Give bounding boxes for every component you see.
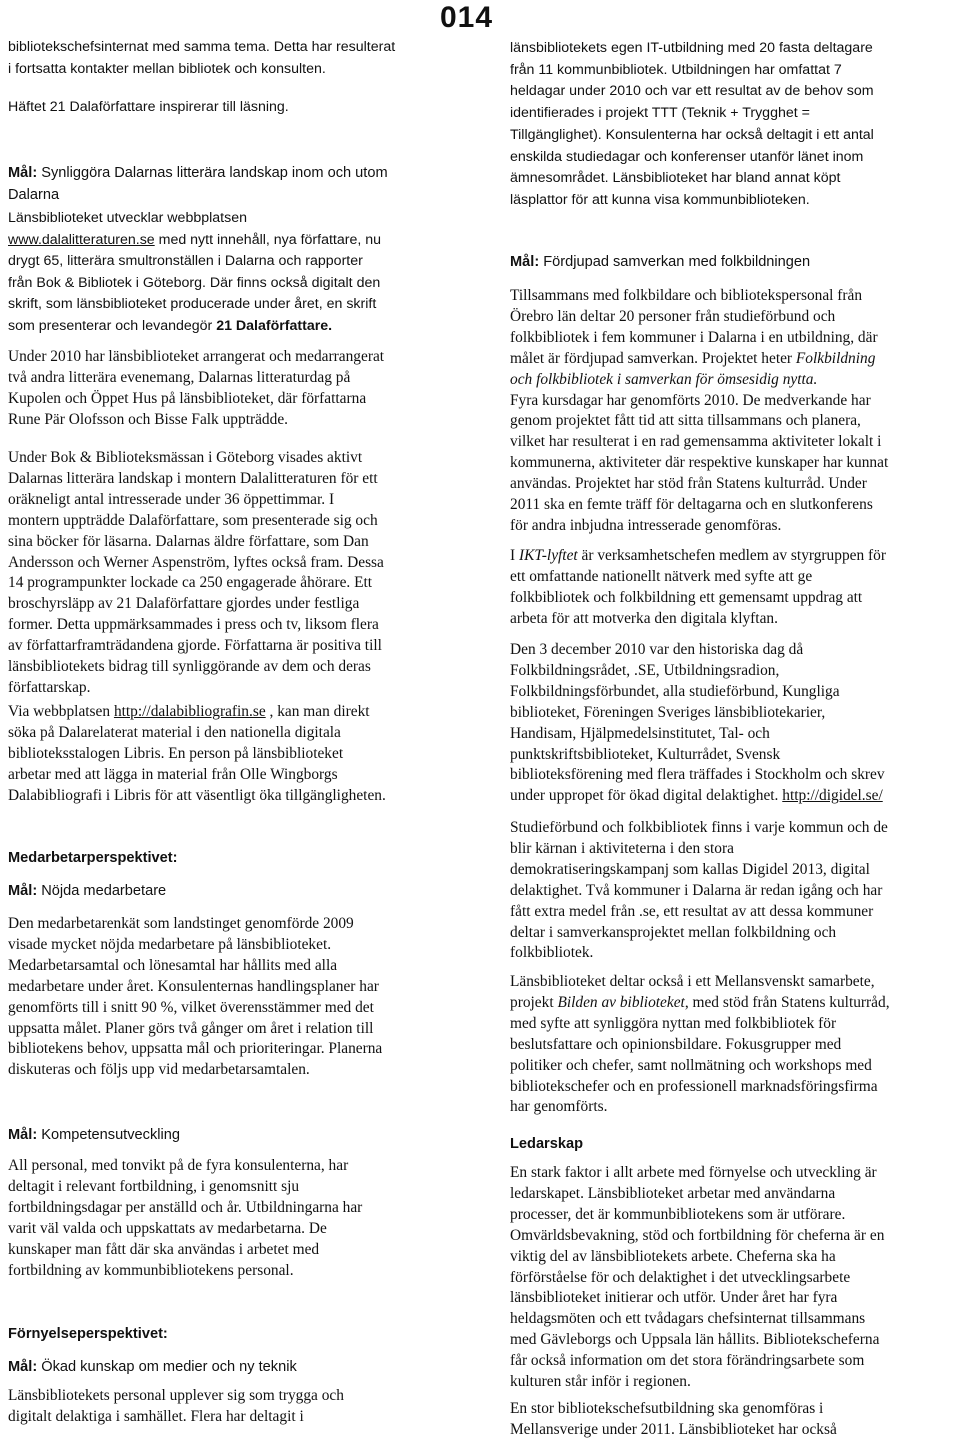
text-fragment: under uppropet för ökad digital delaktighet. <box>510 787 783 805</box>
text-line: Länsbiblioteket deltar också i ett Mellansvenskt samarbete, <box>510 973 875 990</box>
text-line: Under Bok & Biblioteksmässan i Göteborg visades aktivt <box>8 449 363 466</box>
text-line: länsbibliotekets egen IT-utbildning med 20 fasta deltagare <box>510 40 873 56</box>
text-fragment: , kan man direkt <box>265 703 370 720</box>
text-fragment: projekt <box>510 993 558 1011</box>
text-line: Rune Pär Olofsson och Bisse Falk uppträdde. <box>8 410 288 428</box>
text-line: med syfte att synliggöra nyttan med folkbibliotek för <box>510 1014 837 1032</box>
text-line: En stor bibliotekschefsutbildning ska genomföras i <box>510 1400 824 1417</box>
text-line: läsplattor för att kunna visa kommunbiblioteken. <box>510 191 810 208</box>
goal-text: Synliggöra Dalarnas litterära landskap inom och utom <box>37 165 388 181</box>
text-line: 14 programpunkter lockade ca 250 engagerade åhörare. Ett <box>8 574 373 592</box>
text-line: bibliotekens behov, uppsatta mål och prioriteringar. Planerna <box>8 1040 383 1058</box>
it-utbildning-paragraph <box>510 38 874 212</box>
text-line: kunskaper man fått där ska användas i arbetet med <box>8 1240 320 1258</box>
text-line: deltar i samverkansprojektet mellan folkbildning och <box>510 923 837 941</box>
dalabibliografin-link[interactable]: http://dalabibliografin.se <box>113 703 266 720</box>
text-fragment: från Bok & Bibliotek i Göteborg. <box>8 274 206 291</box>
text-line: fortbildning av kommunbibliotekens personal. <box>8 1261 294 1279</box>
digidel-link[interactable]: http://digidel.se/ <box>782 787 883 805</box>
goal-text: Kompetensutveckling <box>37 1127 180 1143</box>
text-line: har genomförts. <box>510 1098 608 1116</box>
text-line: uppsatta målet. Planer görs två gånger om året i relation till <box>8 1019 374 1037</box>
text-fragment: Där finns också digitalt den <box>205 274 381 291</box>
text-line: Andersson och Werner Aspenström, lyftes också fram. Dessa <box>8 553 384 571</box>
project-title: och folkbibliotek i samverkan för ömsesidig nytta. <box>510 370 818 388</box>
text-line: identifierades i projekt TTT (Teknik + Trygghet = <box>510 105 810 122</box>
text-line: folkbibliotek. <box>510 944 594 962</box>
text-line: heldagsmöten och ett tvådagars chefsinternat tillsammans <box>510 1310 866 1328</box>
text-line: från 11 kommunbibliotek. Utbildningen har omfattat 7 <box>510 61 842 78</box>
text-line: punktskriftsbiblioteket, Kulturrådet, Svensk <box>510 745 781 763</box>
section-heading: Förnyelseperspektivet: <box>8 1326 168 1342</box>
text-line: viktig del av länsbibliotekets arbete. Cheferna ska ha <box>510 1247 836 1265</box>
text-line: arbetar med att lägga in material från Olle Wingborgs <box>8 765 338 783</box>
text-line: genom projektet fått tid att sitta tillsammans och planera, <box>510 412 861 430</box>
text-line: med Gävleborgs och Uppsala län hållits. Bibliotekscheferna <box>510 1331 880 1349</box>
text-line: arbeta för att motverka den digitala klyftan. <box>510 609 778 627</box>
text-fragment: Via webbplatsen <box>8 703 114 720</box>
dalalitteraturen-link[interactable]: www.dalalitteraturen.se <box>8 231 155 248</box>
text-line: former. Detta uppmärksammades i press och tv, liksom flera <box>8 616 379 634</box>
ikt-lyftet-paragraph <box>510 546 886 630</box>
text-line: ett omfattande nationellt nätverk med syfte att ge <box>510 567 813 585</box>
text-line: bibliotekschefer och en professionell marknadsföringsfirma <box>510 1077 878 1095</box>
text-line: Örebro län deltar 20 personer från studieförbund och <box>510 307 836 325</box>
text-line: i fortsatta kontakter mellan bibliotek och konsulten. <box>8 61 326 77</box>
text-fragment: I <box>510 547 519 564</box>
goal-text: Ökad kunskap om medier och ny teknik <box>37 1359 297 1375</box>
text-line: användas. Projektet har stöd från Statens kulturråd. Under <box>510 475 867 493</box>
mellansvenskt-paragraph <box>510 972 890 1118</box>
text-fragment: målet är fördjupad samverkan. Projektet heter <box>510 349 796 367</box>
text-line: fortbildningsdagar per anställd och år. Utbildningarna har <box>8 1198 363 1216</box>
fornyelse-paragraph <box>8 1386 344 1428</box>
section-heading: Ledarskap <box>510 1136 584 1152</box>
text-line: Kupolen och Öppet Hus på länsbiblioteket, där författarna <box>8 389 367 407</box>
text-line: av författarframträdandena gjorde. Författarna är positiva till <box>8 637 382 655</box>
text-line: två andra litterära evenemang, Dalarnas litteraturdag på <box>8 368 351 386</box>
text-line: sina böcker för läsarna. Dalarnas äldre författare, som Dan <box>8 532 369 550</box>
text-line: länsbiblioteket initierar och utför. Under året har fyra <box>510 1289 838 1307</box>
kompetens-paragraph <box>8 1156 362 1281</box>
section-heading: Medarbetarperspektivet: <box>8 850 178 866</box>
text-line: Häftet 21 Dalaförfattare inspirerar till läsning. <box>8 99 289 115</box>
text-line: Under 2010 har länsbiblioteket arrangerat och medarrangerat <box>8 348 385 365</box>
text-line: processer, det är kommunbibliotekens som är utförare. <box>510 1205 846 1223</box>
text-line: Handisam, Hjälpmedelsinstitutet, Tal- och <box>510 724 770 742</box>
haftet-paragraph <box>8 97 289 118</box>
page-number: 014 <box>440 1 494 34</box>
text-line: Den medarbetarenkät som landstinget genomförde 2009 <box>8 915 354 932</box>
text-fragment: , med stöd från Statens kulturråd, <box>684 993 890 1011</box>
goal-fordjupad-samverkan <box>510 252 810 273</box>
text-line: genomförts till i snitt 90 %, vilket överensstämmer med det <box>8 998 374 1016</box>
text-line: folkbibliotek och folkbildning ett gemensamt uppdrag att <box>510 588 863 606</box>
goal-kompetensutveckling <box>8 1125 180 1146</box>
via-webbplatsen-paragraph <box>8 702 386 807</box>
text-line: All personal, med tonvikt på de fyra konsulenterna, har <box>8 1157 349 1174</box>
text-line: Omvärldsbevakning, stöd och fortbildning för cheferna är en <box>510 1226 885 1244</box>
text-line: varit väl valda och uppskattats av medarbetarna. De <box>8 1219 327 1237</box>
goal-nojda-medarbetare <box>8 881 166 902</box>
goal-text: Fördjupad samverkan med folkbildningen <box>539 254 811 270</box>
text-line: länsbibliotekets bidrag till synliggörande av dem och deras <box>8 658 371 676</box>
project-title: Folkbildning <box>795 349 876 367</box>
studieforbund-paragraph <box>510 818 888 964</box>
text-line: för andra inbjudna intresserade genomföras. <box>510 516 782 534</box>
goal-label: Mål: <box>8 1359 38 1375</box>
text-line: oräkneligt antal intresserade under 36 öppettimmar. I <box>8 490 335 508</box>
goal-text: Nöjda medarbetare <box>37 883 167 899</box>
text-line: Mellansverige under 2011. Länsbiblioteket har också <box>510 1420 837 1438</box>
text-line: Dalabibliografi i Libris för att väsentligt öka tillgängligheten. <box>8 786 386 804</box>
text-line: deltagit i relevant fortbildning, i genomsnitt sju <box>8 1177 300 1195</box>
goal-label: Mål: <box>510 254 540 270</box>
text-line: blir kärnan i aktiviteterna i den stora <box>510 839 734 857</box>
text-line: kulturen står inför i regionen. <box>510 1373 691 1391</box>
text-line: Länsbibliotekets personal upplever sig som trygga och <box>8 1387 344 1404</box>
text-line: visade mycket nöjda medarbetare på länsbiblioteket. <box>8 935 332 953</box>
digidel-paragraph <box>510 640 885 807</box>
text-line: bibliotekschefsinternat med samma tema. Detta har resulterat <box>8 39 396 55</box>
text-fragment: som presenterar och levandegör <box>8 317 217 334</box>
text-line: ledarskapet. Länsbiblioteket arbetar med användarna <box>510 1184 836 1202</box>
ledarskap-heading <box>510 1134 583 1155</box>
goal-label: Mål: <box>8 1127 38 1143</box>
text-line: drygt 65, litterära smultronställen i Dalarna och rapporter <box>8 253 363 269</box>
text-line: Dalarna <box>8 187 60 203</box>
goal-label: Mål: <box>8 883 38 899</box>
bibliotekschefsutbildning-paragraph <box>510 1399 837 1441</box>
text-line: digitalt delaktiga i samhället. Flera har deltagit i <box>8 1407 304 1425</box>
project-title: Bilden av biblioteket <box>557 993 685 1011</box>
text-line: Dalarnas litterära landskap i montern Dalalitteraturen för ett <box>8 469 378 487</box>
tillsammans-paragraph <box>510 286 888 537</box>
text-line: folkbibliotek i fem kommuner i Dalarna i en utbildning, där <box>510 328 878 346</box>
text-line: Folkbildningsrådet, .SE, Utbildningsradion, <box>510 661 780 679</box>
text-line: biblioteket, Föreningen Sveriges länsbibliotekarier, <box>510 703 826 721</box>
goal-okad-kunskap <box>8 1357 297 1378</box>
text-line: författarskap. <box>8 678 91 696</box>
text-line: Fyra kursdagar har genomförts 2010. De medverkande har <box>510 391 871 409</box>
bok-bibliotek-paragraph <box>8 448 384 699</box>
text-fragment: med nytt innehåll, nya författare, nu <box>154 231 382 248</box>
medarbetarperspektivet-heading <box>8 848 178 869</box>
text-line: får också information om det stora förändringsarbete som <box>510 1352 865 1370</box>
text-line: heldagar under 2010 och var ett resultat av de behov som <box>510 83 874 100</box>
text-line: Studieförbund och folkbibliotek finns i varje kommun och de <box>510 819 888 836</box>
text-line: Tillsammans med folkbildare och bibliotekspersonal från <box>510 287 863 304</box>
text-line: Medarbetarsamtal och lönesamtal har hållits med alla <box>8 956 338 974</box>
goal-label: Mål: <box>8 165 38 181</box>
medarbetar-paragraph <box>8 914 382 1081</box>
text-line: biblioteksstalogen Libris. En person på länsbiblioteket <box>8 744 344 762</box>
text-line: kommunerna, aktiviteter där respektive kunskaper har kunnat <box>510 454 889 472</box>
text-line: Den 3 december 2010 var den historiska dag då <box>510 641 804 658</box>
text-line: förförståelse för och delaktighet i det utvecklingsarbete <box>510 1268 851 1286</box>
goal-synliggora <box>8 162 388 206</box>
text-line: Folkbildningsförbundet, alla studieförbund, Kungliga <box>510 682 840 700</box>
text-line: enskilda studiedagar och konferenser utanför länet inom <box>510 148 864 165</box>
ledarskap-paragraph <box>510 1163 884 1393</box>
project-title: IKT-lyftet <box>518 547 578 564</box>
text-line: beslutsfattare och opinionsbildare. Fokusgrupper med <box>510 1035 842 1053</box>
text-line: vilket har resulterat i en rad gemensamma aktiviteter lokalt i <box>510 433 882 451</box>
text-line: En stark faktor i allt arbete med förnyelse och utveckling är <box>510 1164 877 1181</box>
text-line: fått extra medel från .se, ett resultat av att dessa kommuner <box>510 902 874 920</box>
webbplats-paragraph <box>8 208 381 337</box>
text-line: medarbetare under året. Konsulenternas handlingsplaner har <box>8 977 379 995</box>
intro-paragraph <box>8 36 395 80</box>
text-line: söka på Dalarelaterat material i den nationella digitala <box>8 723 341 741</box>
text-line: montern uppträdde Dalaförfattare, som presenterade sig och <box>8 511 378 529</box>
text-line: broschyrsläpp av 21 Dalaförfattare gjordes under festliga <box>8 595 360 613</box>
text-line: politiker och chefer, samt nollmätning och workshops med <box>510 1056 872 1074</box>
text-line: diskuteras och följs upp vid medarbetarsamtalen. <box>8 1061 310 1079</box>
text-line: ämnesområdet. Länsbiblioteket har bland annat köpt <box>510 170 841 187</box>
text-line: demokratiseringskampanj som kallas Digidel 2013, digital <box>510 860 870 878</box>
text-line: skrift, som länsbiblioteket producerade under året, en skrift <box>8 296 377 312</box>
text-fragment: är verksamhetschefen medlem av styrgruppen för <box>577 547 886 564</box>
text-line: delaktighet. Två kommuner i Dalarna är redan igång och har <box>510 881 883 899</box>
text-line: 2011 ska en femte träff för deltagarna och en slutkonferens <box>510 496 873 514</box>
under2010-paragraph <box>8 347 384 431</box>
dalaforfattare-title: 21 Dalaförfattare. <box>216 317 333 334</box>
fornyelseperspektivet-heading <box>8 1324 168 1345</box>
text-line: Länsbiblioteket utvecklar webbplatsen <box>8 210 247 226</box>
text-line: biblioteksförening med flera träffades i Stockholm och skrev <box>510 766 885 784</box>
text-line: Tillgänglighet). Konsulenterna har också deltagit i ett antal <box>510 126 874 143</box>
